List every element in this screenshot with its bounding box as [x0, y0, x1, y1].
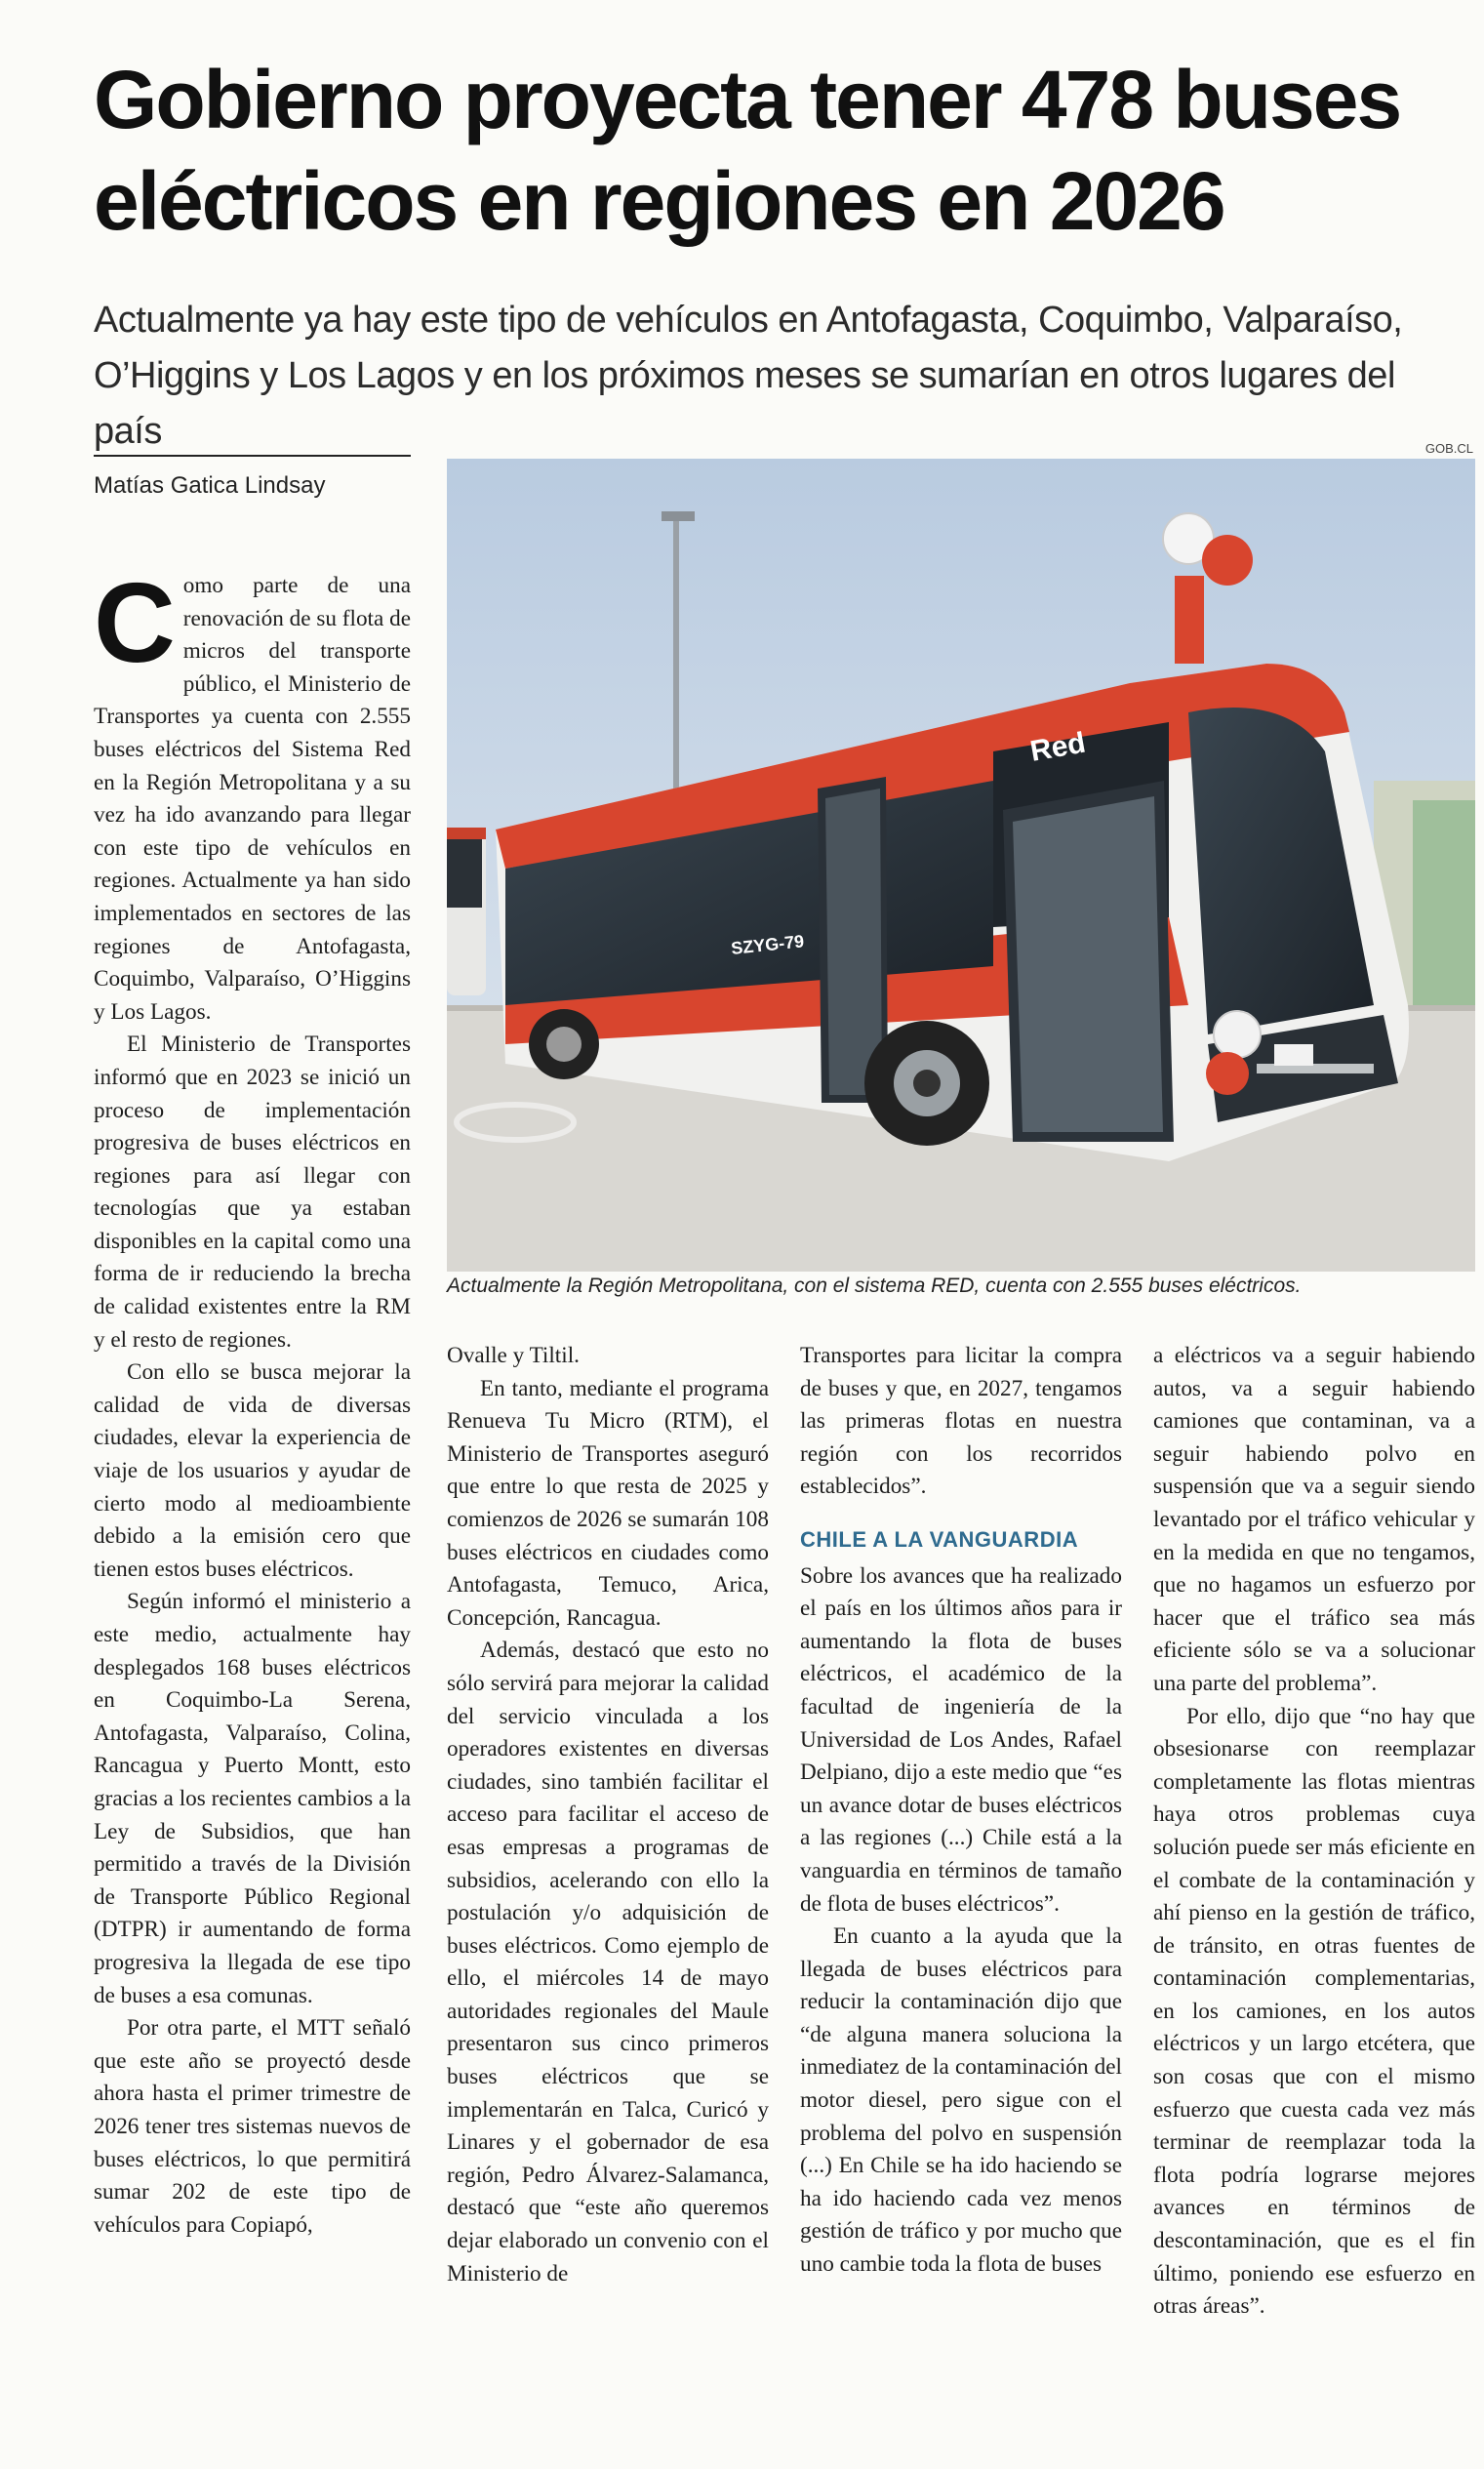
- paragraph-4: Según informó el ministerio a este medio, actualmente hay desplegados 168 buses eléctricos en Coquimbo-La Serena, Antofagasta, Valparaíso, Colina, Rancagua y Puerto Montt, esto gracias a los recientes cambios a la Ley de Subsidios, que han permitido a través de la División de Transporte Público Regional (DTPR) ir aumentando de forma progresiva la llegada de ese tipo de buses a esa comunas.: [94, 1589, 411, 2008]
- column-2: [447, 1340, 769, 2423]
- paragraph-5: Por otra parte, el MTT señaló que este año se proyectó desde ahora hasta el primer trimestre de 2026 tener tres sistemas nuevos de buses eléctricos, lo que permitirá sumar 202 de este tipo de vehículos para Copiapó,: [94, 2015, 411, 2238]
- photo-caption: Actualmente la Región Metropolitana, con el sistema RED, cuenta con 2.555 buses eléctricos.: [447, 1275, 1302, 1297]
- paragraph-9: Transportes para licitar la compra de buses y que, en 2027, tengamos las primeras flotas en nuestra región con los recorridos establecidos”.: [800, 1343, 1122, 1500]
- subheadline: Actualmente ya hay este tipo de vehículos en Antofagasta, Coquimbo, Valparaíso, O’Higgins y Los Lagos y en los próximos meses se sumarían en otros lugares del país: [94, 300, 1403, 452]
- column-3: [800, 1340, 1122, 2423]
- paragraph-12: a eléctricos va a seguir habiendo autos, va a seguir habiendo camiones que contaminan, va a seguir habiendo polvo en suspensión que va a seguir siendo levantado por el tráfico vehicular y en la medida en que no tengamos, que no hagamos un esfuerzo por hacer que el tráfico sea más eficiente sólo se va a solucionar una parte del problema”.: [1153, 1343, 1475, 1696]
- paragraph-7: En tanto, mediante el programa Renueva Tu Micro (RTM), el Ministerio de Transportes aseguró que entre lo que resta de 2025 y comienzos de 2026 se sumarán 108 buses eléctricos en ciudades como Antofagasta, Temuco, Arica, Concepción, Rancagua.: [447, 1375, 769, 1631]
- headline: Gobierno proyecta tener 478 buses eléctricos en regiones en 2026: [94, 54, 1401, 247]
- bus-plate-text: SZYG-79: [730, 931, 806, 958]
- paragraph-1: Como parte de una renovación de su flota de micros del transporte público, el Ministerio de Transportes ya cuenta con 2.555 buses eléctricos del Sistema Red en la Región Metropolitana y a su vez ha ido avanzando para llegar con este tipo de vehículos en regiones. Actualmente ya han sido implementados en sectores de las regiones de Antofagasta, Coquimbo, Valparaíso, O’Higgins y Los Lagos.: [94, 559, 411, 1025]
- paragraph-3: Con ello se busca mejorar la calidad de vida de diversas ciudades, elevar la experiencia de viaje de los usuarios y ayudar de cierto modo al medioambiente debido a la emisión cero que tienen estos buses eléctricos.: [94, 1359, 411, 1582]
- bus-photo: [447, 459, 1475, 1272]
- paragraph-2: El Ministerio de Transportes informó que en 2023 se inició un proceso de implementación progresiva de buses eléctricos en regiones para así llegar con tecnologías que ya estaban disponibles en la capital como una forma de ir reduciendo la brecha de calidad existentes entre la RM y el resto de regiones.: [94, 1032, 411, 1353]
- paragraph-11: En cuanto a la ayuda que la llegada de buses eléctricos para reducir la contaminación dijo que “de alguna manera soluciona la inmediatez de la contaminación del motor diesel, pero sigue con el problema del polvo en suspensión (...) En Chile se ha ido haciendo se ha ido haciendo cada vez menos gestión de tráfico y por mucho que uno cambie toda la flota de buses: [800, 1923, 1122, 2278]
- paragraph-8: Además, destacó que esto no sólo servirá para mejorar la calidad del servicio vinculada a los operadores existentes en diversas ciudades, sino también facilitar el acceso para facilitar el acceso de esas empresas a programas de subsidios, acelerando con ello la postulación y/o adquisición de buses eléctricos. Como ejemplo de ello, el miércoles 14 de mayo autoridades regionales del Maule presentaron sus cinco primeros buses eléctricos que se implementarán en Talca, Curicó y Linares y el gobernador de esa región, Pedro Álvarez-Salamanca, destacó que “este año queremos dejar elaborado un convenio con el Ministerio de: [447, 1638, 769, 2287]
- paragraph-6: Ovalle y Tiltil.: [447, 1343, 580, 1368]
- paragraph-13: Por ello, dijo que “no hay que obsesionarse con reemplazar completamente las flotas mientras haya otros problemas cuya solución puede ser más eficiente en el combate de la contaminación y ahí pienso en la gestión de tráfico, de tránsito, en otras fuentes de contaminación complementarias, en los camiones, en los autos eléctricos y un largo etcétera, que son cosas que con el mismo esfuerzo que cuesta cada vez más terminar de reemplazar toda la flota podría lograrse mejores avances en términos de descontaminación, que es el fin último, poniendo ese esfuerzo en otras áreas”.: [1153, 1703, 1475, 2320]
- column-4: [1153, 1340, 1475, 2423]
- bus-brand-text: Red: [1027, 726, 1089, 768]
- paragraph-10: Sobre los avances que ha realizado el país en los últimos años para ir aumentando la flota de buses eléctricos, el académico de la facultad de ingeniería de la Universidad de Los Andes, Rafael Delpiano, dijo a este medio que “es un avance dotar de buses eléctricos a las regiones (...) Chile está a la vanguardia en términos de tamaño de flota de buses eléctricos”.: [800, 1562, 1122, 1917]
- photo-credit: GOB.CL: [1424, 441, 1473, 456]
- section-heading: CHILE A LA VANGUARDIA: [800, 1526, 1079, 1552]
- byline: Matías Gatica Lindsay: [94, 472, 326, 499]
- column-1: [94, 559, 411, 2424]
- bus-illustration: [447, 459, 1475, 1272]
- drop-cap: C: [94, 559, 176, 686]
- byline-rule: [94, 455, 411, 457]
